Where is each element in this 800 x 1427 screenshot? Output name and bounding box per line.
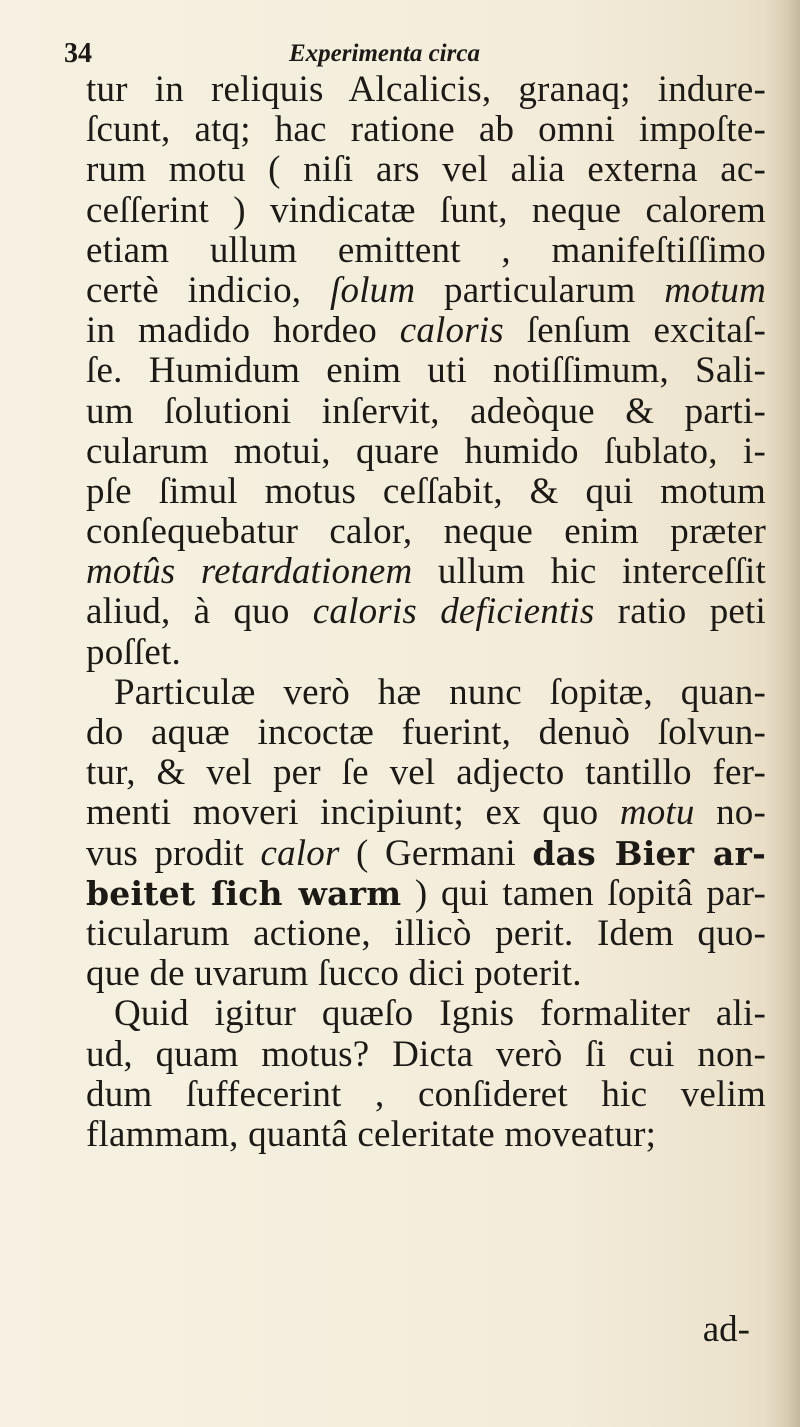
text-line — [86, 834, 766, 874]
text-segment: certè indicio, — [86, 269, 331, 311]
text-line — [86, 150, 766, 190]
italic-text: calor — [260, 832, 340, 874]
text-line — [86, 1115, 766, 1155]
text-line — [86, 874, 766, 914]
italic-text: motu — [619, 792, 695, 834]
text-segment: dum ſuffecerint , conſideret hic velim — [86, 1073, 766, 1115]
text-line — [86, 70, 766, 110]
text-segment: tur, & vel per ſe vel adjecto tantillo fer- — [86, 752, 766, 794]
text-segment: Quid igitur quæſo Ignis formaliter ali- — [114, 993, 766, 1035]
text-segment: ſenſum excitaſ- — [503, 310, 767, 352]
text-segment: ſcunt, atq; hac ratione ab omni impoſte- — [86, 109, 766, 151]
text-segment: do aquæ incoctæ fuerint, denuò ſolvun- — [86, 712, 766, 753]
catchword: ad- — [702, 1309, 750, 1350]
text-segment: poſſet. — [86, 631, 181, 673]
text-line — [86, 914, 766, 954]
text-segment: que de uvarum ſucco dici poterit. — [86, 953, 582, 995]
text-line — [86, 713, 766, 753]
text-line — [86, 351, 766, 391]
italic-text: caloris deficientis — [312, 591, 595, 633]
text-segment: ud, quam motus? Dicta verò ſi cui non- — [86, 1033, 766, 1075]
text-segment: vus prodit — [86, 832, 261, 874]
text-segment: conſequebatur calor, neque enim præter — [86, 511, 766, 553]
text-segment: menti moveri incipiunt; ex quo — [86, 792, 620, 834]
text-line — [86, 271, 766, 311]
text-segment: ( Germani — [339, 832, 533, 874]
text-segment: flammam, quantâ celeritate moveatur; — [86, 1113, 657, 1155]
text-line — [86, 311, 766, 351]
text-segment: ) qui tamen ſopitâ par- — [401, 872, 766, 914]
text-line — [86, 1035, 766, 1075]
italic-text: motûs retardationem — [86, 551, 413, 593]
body-text — [86, 70, 766, 1155]
text-segment: ratio peti — [594, 591, 766, 633]
italic-text: motum — [664, 269, 766, 311]
text-segment: um ſolutioni inſervit, adeòque & parti- — [86, 390, 766, 432]
blackletter-text: das Bier ar- — [532, 833, 766, 873]
text-line — [86, 110, 766, 150]
text-segment: pſe ſimul motus ceſſabit, & qui motum — [86, 470, 766, 512]
text-line — [86, 793, 766, 833]
text-segment: tur in reliquis Alcalicis, granaq; indure- — [86, 69, 766, 110]
text-line — [86, 191, 766, 231]
text-line — [86, 472, 766, 512]
text-segment: no- — [694, 792, 767, 834]
text-line — [86, 592, 766, 632]
text-line — [86, 552, 766, 592]
text-line — [86, 231, 766, 271]
text-segment: Particulæ verò hæ nunc ſopitæ, quan- — [114, 671, 766, 713]
page-edge-shadow — [766, 0, 800, 1427]
text-segment: aliud, à quo — [86, 591, 313, 633]
text-line — [86, 1075, 766, 1115]
italic-text: caloris — [399, 310, 504, 352]
text-segment: particularum — [415, 269, 665, 311]
text-segment: cularum motui, quare humido ſublato, i- — [86, 430, 766, 472]
text-line — [86, 633, 766, 673]
text-segment: ceſſerint ) vindicatæ ſunt, neque calorem — [86, 189, 766, 231]
running-head: Experimenta circa — [289, 40, 480, 67]
text-line — [86, 753, 766, 793]
text-segment: etiam ullum emittent , manifeſtiſſimo — [86, 229, 766, 271]
text-segment: ullum hic interceſſit — [412, 551, 766, 593]
text-line — [86, 392, 766, 432]
text-segment: ſe. Humidum enim uti notiſſimum, Sali- — [86, 350, 766, 392]
text-line — [86, 432, 766, 472]
italic-text: ſolum — [330, 269, 416, 311]
text-line — [86, 954, 766, 994]
text-segment: ticularum actione, illicò perit. Idem quo- — [86, 912, 766, 954]
text-segment: in madido hordeo — [86, 310, 400, 352]
text-line — [86, 673, 766, 713]
text-line — [86, 512, 766, 552]
blackletter-text: beitet ſich warm — [86, 873, 402, 913]
text-segment: rum motu ( niſi ars vel alia externa ac- — [86, 149, 766, 191]
page-number: 34 — [64, 38, 92, 69]
text-line — [86, 994, 766, 1034]
